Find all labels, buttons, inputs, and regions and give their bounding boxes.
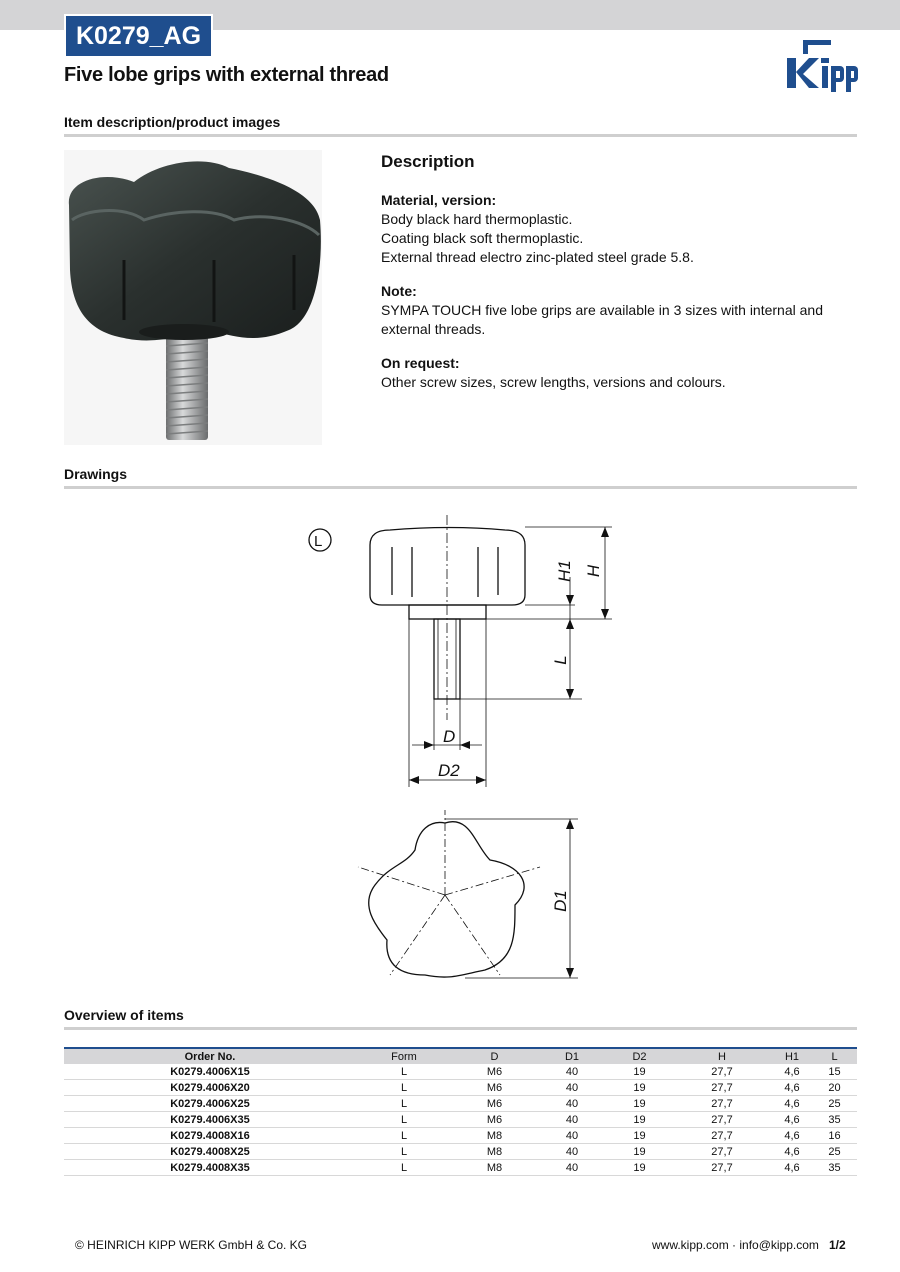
order-number: K0279.4006X15 (64, 1064, 356, 1080)
table-cell: M6 (452, 1064, 537, 1080)
table-cell: 4,6 (772, 1160, 812, 1176)
column-header: H (672, 1048, 772, 1064)
table-cell: 27,7 (672, 1096, 772, 1112)
table-cell: M8 (452, 1128, 537, 1144)
column-header: H1 (772, 1048, 812, 1064)
table-row (64, 1144, 857, 1160)
table-cell: 27,7 (672, 1160, 772, 1176)
table-cell: 35 (812, 1112, 857, 1128)
table-cell: L (356, 1160, 452, 1176)
dim-d-label: D (443, 727, 456, 746)
column-header: Form (356, 1048, 452, 1064)
table-cell: 16 (812, 1128, 857, 1144)
dim-l-label: L (551, 655, 570, 665)
table-cell: 19 (607, 1144, 672, 1160)
table-cell: L (356, 1080, 452, 1096)
description-panel (381, 152, 851, 407)
product-photo (64, 150, 322, 445)
order-number: K0279.4006X20 (64, 1080, 356, 1096)
note-heading: Note: (381, 283, 417, 299)
table-cell: L (356, 1064, 452, 1080)
form-label: L (314, 533, 323, 550)
material-line: External thread electro zinc-plated steel grade 5.8. (381, 249, 694, 265)
table-cell: M8 (452, 1144, 537, 1160)
table-cell: L (356, 1096, 452, 1112)
section-overview-title: Overview of items (64, 1007, 184, 1023)
table-cell: 27,7 (672, 1064, 772, 1080)
order-number: K0279.4006X35 (64, 1112, 356, 1128)
material-line: Coating black soft thermoplastic. (381, 230, 584, 246)
table-cell: 15 (812, 1064, 857, 1080)
table-cell: M6 (452, 1080, 537, 1096)
dim-h1-label: H1 (555, 560, 574, 582)
order-number: K0279.4006X25 (64, 1096, 356, 1112)
table-cell: 27,7 (672, 1080, 772, 1096)
order-number: K0279.4008X25 (64, 1144, 356, 1160)
table-cell: 40 (537, 1096, 607, 1112)
table-cell: 40 (537, 1064, 607, 1080)
table-cell: M6 (452, 1096, 537, 1112)
table-cell: 27,7 (672, 1144, 772, 1160)
table-cell: L (356, 1144, 452, 1160)
table-cell: M6 (452, 1112, 537, 1128)
table-cell: 20 (812, 1080, 857, 1096)
column-header: D1 (537, 1048, 607, 1064)
table-cell: 4,6 (772, 1080, 812, 1096)
material-block (381, 191, 851, 267)
table-cell: 19 (607, 1096, 672, 1112)
column-header: D (452, 1048, 537, 1064)
section-divider (64, 486, 857, 489)
kipp-logo (783, 38, 859, 94)
note-text: SYMPA TOUCH five lobe grips are available in 3 sizes with internal and external threads. (381, 302, 823, 337)
note-block (381, 282, 851, 339)
table-row (64, 1112, 857, 1128)
table-cell: 35 (812, 1160, 857, 1176)
table-cell: 27,7 (672, 1112, 772, 1128)
table-cell: 4,6 (772, 1112, 812, 1128)
table-row (64, 1128, 857, 1144)
table-row (64, 1096, 857, 1112)
table-cell: 40 (537, 1144, 607, 1160)
page-title: Five lobe grips with external thread (64, 64, 389, 86)
table-cell: M8 (452, 1160, 537, 1176)
table-cell: 40 (537, 1128, 607, 1144)
table-cell: 25 (812, 1144, 857, 1160)
table-cell: 40 (537, 1160, 607, 1176)
table-row (64, 1080, 857, 1096)
table-cell: 19 (607, 1080, 672, 1096)
order-number: K0279.4008X35 (64, 1160, 356, 1176)
table-row (64, 1064, 857, 1080)
material-heading: Material, version: (381, 192, 497, 208)
material-line: Body black hard thermoplastic. (381, 211, 573, 227)
table-cell: 19 (607, 1160, 672, 1176)
order-number: K0279.4008X16 (64, 1128, 356, 1144)
table-cell: 4,6 (772, 1128, 812, 1144)
product-code-badge: K0279_AG (64, 14, 213, 58)
table-cell: L (356, 1128, 452, 1144)
technical-drawing (300, 505, 620, 995)
table-cell: 19 (607, 1128, 672, 1144)
dim-d2-label: D2 (438, 761, 460, 780)
request-heading: On request: (381, 355, 460, 371)
table-cell: 40 (537, 1080, 607, 1096)
column-header: L (812, 1048, 857, 1064)
section-drawings (64, 466, 857, 482)
description-heading: Description (381, 152, 475, 171)
table-cell: 19 (607, 1112, 672, 1128)
table-cell: 40 (537, 1112, 607, 1128)
footer-contact: www.kipp.com · info@kipp.com (652, 1238, 819, 1252)
footer-copyright: © HEINRICH KIPP WERK GmbH & Co. KG (75, 1238, 307, 1252)
table-row (64, 1160, 857, 1176)
request-block (381, 354, 851, 392)
table-cell: 4,6 (772, 1096, 812, 1112)
table-cell: 25 (812, 1096, 857, 1112)
items-table (64, 1047, 857, 1176)
section-drawings-title: Drawings (64, 466, 128, 482)
section-divider (64, 1027, 857, 1030)
section-divider (64, 134, 857, 137)
section-images (64, 114, 857, 130)
table-header-row (64, 1048, 857, 1064)
page-number: 1/2 (829, 1238, 846, 1252)
column-header: Order No. (64, 1048, 356, 1064)
section-images-title: Item description/product images (64, 114, 281, 130)
section-overview (64, 1007, 857, 1023)
table-cell: 4,6 (772, 1144, 812, 1160)
table-cell: L (356, 1112, 452, 1128)
column-header: D2 (607, 1048, 672, 1064)
table-cell: 4,6 (772, 1064, 812, 1080)
table-cell: 19 (607, 1064, 672, 1080)
request-text: Other screw sizes, screw lengths, versions and colours. (381, 374, 726, 390)
dim-d1-label: D1 (551, 890, 570, 912)
table-cell: 27,7 (672, 1128, 772, 1144)
dim-h-label: H (584, 564, 603, 578)
